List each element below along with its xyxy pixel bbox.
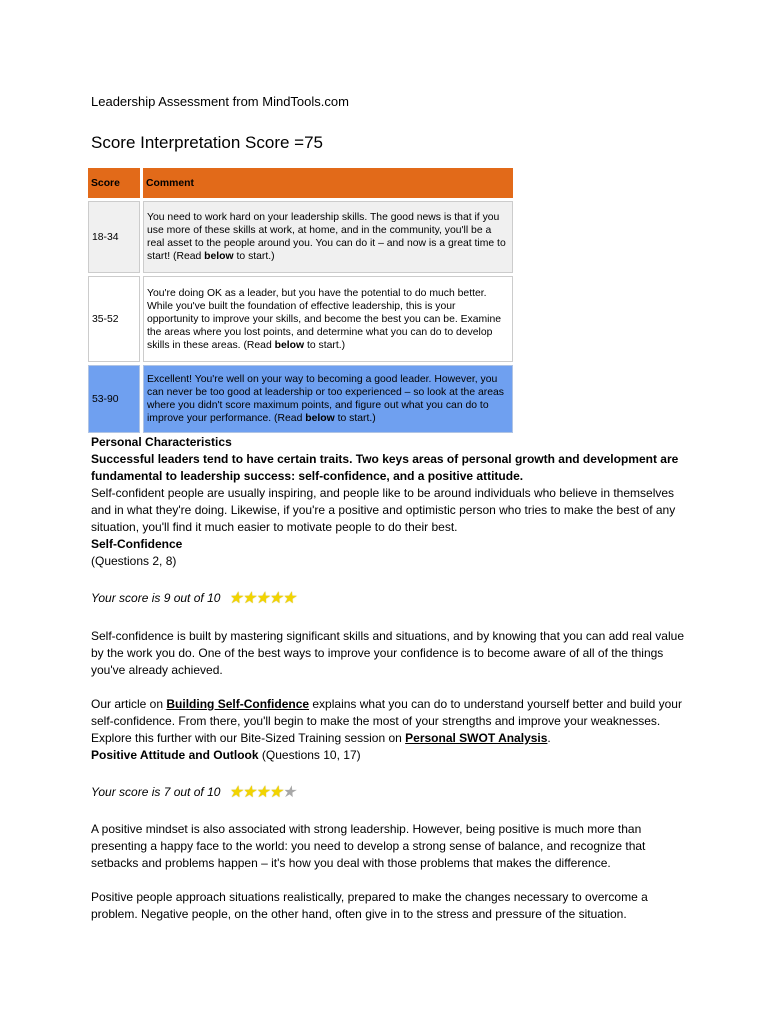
star-filled-icon: ★ — [255, 589, 270, 607]
personal-intro: Self-confident people are usually inspiring, and people like to be around individuals who believe in themselves and in what they're doing. Likewise, if you're a positive and optimistic person who tries to make the best of any situation, you'll find it much easier to motivate people to do their best. — [91, 486, 676, 534]
score-cell: 53-90 — [88, 365, 140, 433]
positive-para1: A positive mindset is also associated with strong leadership. However, being positive is much more than presenting a happy face to the world: you need to develop a strong sense of balance, and recognize that setbacks and problems happen – it's how you deal with those problems that makes the difference. — [91, 822, 646, 870]
score-heading: Score Interpretation Score =75 — [91, 133, 323, 152]
star-filled-icon: ★ — [268, 783, 283, 801]
comment-cell: You need to work hard on your leadership skills. The good news is that if you use more of these skills at work, at home, and in the community, you'll be a real asset to the people around you. You can do it – and now is a great time to start! (Read below to start.) — [143, 201, 513, 273]
score-cell: 35-52 — [88, 276, 140, 362]
self-confidence-score — [91, 590, 295, 607]
table-row — [88, 201, 513, 273]
self-confidence-para2: Our article on Building Self-Confidence explains what you can do to understand yourself better and build your self-confidence. From there, you'll begin to make the most of your strengths and improve your weaknesses. Explore this further with our Bite-Sized Training session on Personal SWOT Analysis. Positive Attitude and Outlook (Questions 10, 17) — [91, 697, 682, 762]
star-empty-icon: ★ — [281, 783, 297, 801]
header-comment: Comment — [143, 168, 513, 198]
score-cell: 18-34 — [88, 201, 140, 273]
positive-score — [91, 784, 295, 801]
positive-para2: Positive people approach situations realistically, prepared to make the changes necessary to overcome a problem. Negative people, on the other hand, often give in to the stress and pressure of the situation. — [91, 890, 648, 921]
star-filled-icon: ★ — [228, 589, 243, 607]
star-rating — [228, 785, 295, 801]
document-title: Leadership Assessment from MindTools.com — [91, 94, 349, 109]
comment-cell: Excellent! You're well on your way to becoming a good leader. However, you can never be too good at leadership or too experienced – so look at the areas where you didn't score maximum points, and figure out what you can do to improve your performance. (Read below to start.) — [143, 365, 513, 433]
table-header-row — [88, 168, 513, 198]
table-row-highlighted — [88, 365, 513, 433]
self-confidence-heading: Self-Confidence — [91, 537, 183, 551]
personal-swot-link[interactable]: Personal SWOT Analysis — [405, 731, 548, 745]
star-filled-icon: ★ — [241, 783, 257, 801]
self-confidence-para1: Self-confidence is built by mastering significant skills and situations, and by knowing that you can add real value by the work you do. One of the best ways to improve your confidence is to become aware of all of the things you've already achieved. — [91, 629, 684, 677]
header-score: Score — [88, 168, 140, 198]
star-filled-icon: ★ — [281, 589, 297, 607]
positive-heading: Positive Attitude and Outlook — [91, 748, 259, 762]
positive-questions: (Questions 10, 17) — [258, 748, 361, 762]
star-filled-icon: ★ — [228, 783, 243, 801]
personal-intro-bold: Successful leaders tend to have certain traits. Two keys areas of personal growth and development are fundamental to leadership success: self-confidence, and a positive attitude. — [91, 452, 679, 483]
table-row — [88, 276, 513, 362]
building-self-confidence-link[interactable]: Building Self-Confidence — [166, 697, 310, 711]
personal-section — [91, 434, 691, 570]
comment-cell: You're doing OK as a leader, but you have the potential to do much better. While you've built the foundation of effective leadership, this is your opportunity to improve your skills, and become the best you can be. Examine the areas where you lost points, and determine what you can do to develop skills in these areas. (Read below to start.) — [143, 276, 513, 362]
star-filled-icon: ★ — [268, 589, 283, 607]
personal-heading: Personal Characteristics — [91, 435, 232, 449]
score-text: Your score is 9 out of 10 — [91, 591, 221, 605]
self-confidence-questions: (Questions 2, 8) — [91, 554, 177, 568]
score-table — [85, 165, 516, 436]
star-filled-icon: ★ — [241, 589, 257, 607]
star-filled-icon: ★ — [255, 783, 270, 801]
score-text: Your score is 7 out of 10 — [91, 785, 221, 799]
star-rating — [228, 591, 295, 607]
